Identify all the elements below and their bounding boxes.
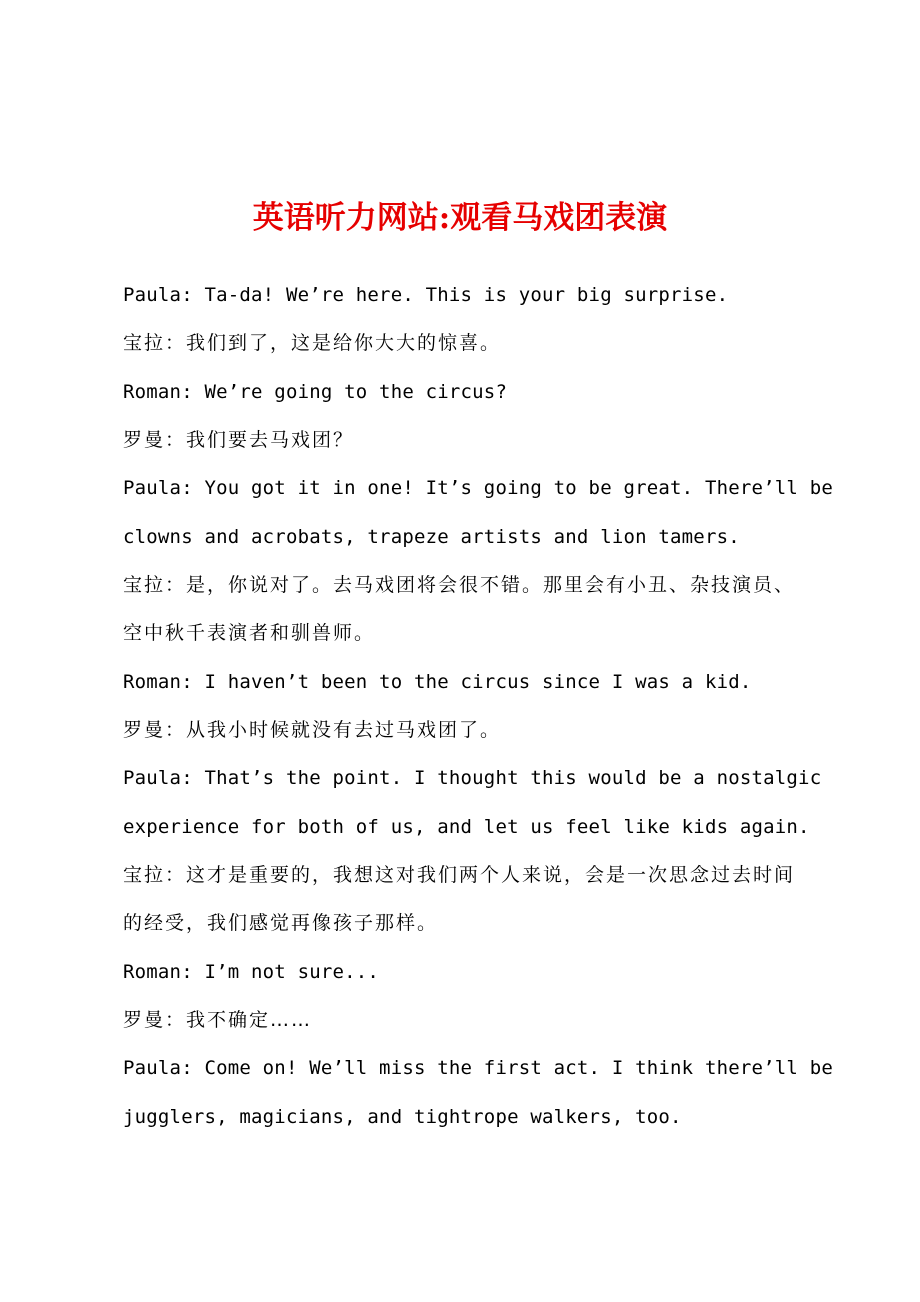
dialogue-line-roman-zh-3: 罗曼：我不确定…… — [123, 1009, 313, 1031]
dialogue-line-paula-zh-2a: 宝拉：是，你说对了。去马戏团将会很不错。那里会有小丑、杂技演员、 — [123, 574, 796, 596]
dialogue-line-paula-en-1: Paula: Ta-da! We’re here. This is your big surprise. — [123, 284, 729, 306]
dialogue-line-roman-en-3: Roman: I’m not sure... — [123, 961, 380, 983]
document-title: 英语听力网站:观看马戏团表演 — [252, 200, 668, 236]
dialogue-line-paula-zh-3b: 的经受，我们感觉再像孩子那样。 — [123, 912, 439, 934]
dialogue-line-paula-en-4a: Paula: Come on! We’ll miss the first act. I think there’ll be — [123, 1057, 833, 1079]
dialogue-line-paula-zh-3a: 宝拉：这才是重要的，我想这对我们两个人来说，会是一次思念过去时间 — [123, 864, 796, 886]
dialogue-line-roman-zh-1: 罗曼：我们要去马戏团？ — [123, 429, 355, 451]
dialogue-line-paula-en-2a: Paula: You got it in one! It’s going to be great. There’ll be — [123, 477, 833, 499]
dialogue-line-paula-en-3a: Paula: That’s the point. I thought this would be a nostalgic — [123, 767, 822, 789]
dialogue-line-paula-en-4b: jugglers, magicians, and tightrope walkers, too. — [123, 1106, 682, 1128]
dialogue-line-paula-en-3b: experience for both of us, and let us feel like kids again. — [123, 816, 810, 838]
dialogue-line-paula-zh-1: 宝拉：我们到了，这是给你大大的惊喜。 — [123, 332, 502, 354]
dialogue-line-paula-zh-2b: 空中秋千表演者和驯兽师。 — [123, 622, 376, 644]
dialogue-line-roman-en-2: Roman: I haven’t been to the circus since I was a kid. — [123, 671, 752, 693]
dialogue-line-roman-zh-2: 罗曼：从我小时候就没有去过马戏团了。 — [123, 719, 502, 741]
dialogue-line-paula-en-2b: clowns and acrobats, trapeze artists and lion tamers. — [123, 526, 740, 548]
dialogue-line-roman-en-1: Roman: We’re going to the circus? — [123, 381, 508, 403]
